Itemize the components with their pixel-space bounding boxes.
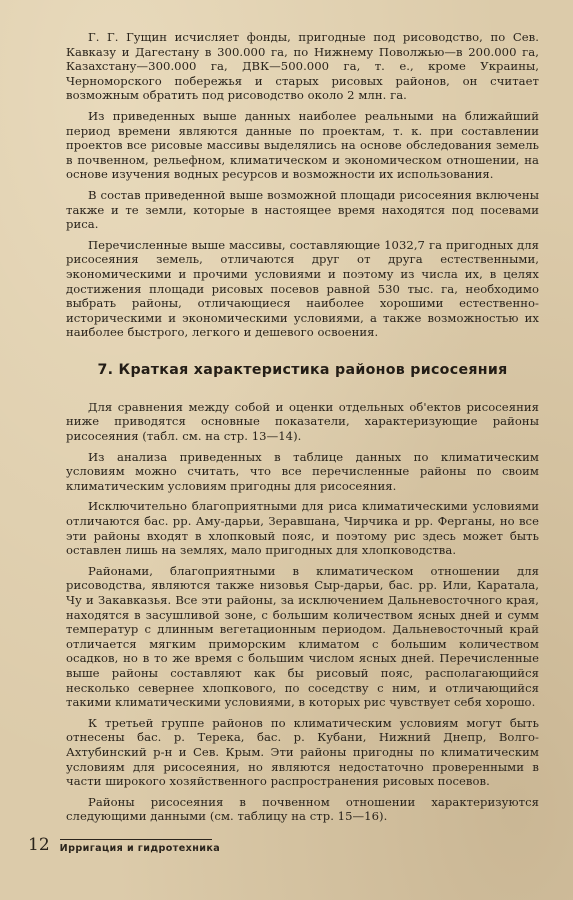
paragraph: Исключительно благоприятными для риса климатическими условиями отличаются бас. рр. Аму-дарьи, Зеравшана, Чирчика и рр. Ферганы, но все эти районы входят в хлопковый пояс, и поэтому рис здесь может быть оставлен лишь на землях, мало пригодных для хлопководства. bbox=[66, 499, 539, 558]
paragraph: Перечисленные выше массивы, составляющие 1032,7 га пригодных для рисосеяния земель, отличаются друг от друга естественными, экономическими и прочими условиями и поэтому из числа их, в целях достижения площади рисовых посевов равной 530 тыс. га, необходимо выбрать районы, отличающиеся наиболее хорошими естественно-историческими и экономическими условиями, а также возможностью их наиболее быстрого, легкого и дешевого освоения. bbox=[66, 237, 539, 340]
paragraph: Г. Г. Гущин исчисляет фонды, пригодные под рисоводство, по Сев. Кавказу и Дагестану в 300.000 га, по Нижнему Поволжью—в 200.000 га, Казахстану—300.000 га, ДВК—500.000 га, т. е., кроме Украины, Черноморского побережья и старых рисовых районов, он считает возможным обратить под рисоводство около 2 млн. га. bbox=[66, 30, 539, 103]
paragraph: В состав приведенной выше возможной площади рисосеяния включены также и те земли, которые в настоящее время находятся под посевами риса. bbox=[66, 187, 539, 232]
bottom-section bbox=[66, 400, 539, 824]
page-number: 12 bbox=[28, 835, 50, 855]
running-title: Ирригация и гидротехника bbox=[59, 843, 221, 854]
page-footer bbox=[28, 836, 220, 854]
paragraph: Из приведенных выше данных наиболее реальными на ближайший период времени являются данные по проектам, т. к. при составлении проектов все рисовые массивы выделялись на основе обследования земель в почвенном, рельефном, климатическом и экономическом отношении, на основе изучения водных ресурсов и возможности их использования. bbox=[66, 108, 539, 182]
paragraph: Районами, благоприятными в климатическом отношении для рисоводства, являются также низовья Сыр-дарьи, бас. рр. Или, Каратала, Чу и Закавказья. Все эти районы, за исключением Дальневосточного края, находятся в засушливой зоне, с большим количеством ясных дней и сумм температур с длинным вегетационным периодом. Дальневосточный край отличается мягким приморским климатом с большим количеством осадков, но в то же время с большим числом ясных дней. Перечисленные выше районы составляют как бы рисовый пояс, располагающийся несколько севернее хлопкового, по соседству с ним, и отличающийся такими климатическими условиями, в которых рис чувствует себя хорошо. bbox=[66, 563, 539, 710]
footer-rule bbox=[60, 839, 212, 841]
paragraph: Для сравнения между собой и оценки отдельных об'ектов рисосеяния ниже приводятся основные показатели, характеризующие районы рисосеяния (табл. см. на стр. 13—14). bbox=[66, 399, 539, 444]
section-heading: 7. Краткая характеристика районов рисосеяния bbox=[97, 361, 508, 378]
paragraph: К третьей группе районов по климатическим условиям могут быть отнесены бас. р. Терека, бас. р. Кубани, Нижний Днепр, Волго-Ахтубинский р-н и Сев. Крым. Эти районы пригодны по климатическим условиям для рисосеяния, но являются недостаточно проверенными в части широкого хозяйственного распространения рисовых посевов. bbox=[66, 715, 539, 789]
footer-running-title-block bbox=[60, 839, 221, 855]
top-section bbox=[66, 30, 539, 340]
paragraph: Из анализа приведенных в таблице данных по климатическим условиям можно считать, что все перечисленные районы по своим климатическим условиям пригодны для рисосеяния. bbox=[66, 449, 539, 493]
paragraph: Районы рисосеяния в почвенном отношении характеризуются следующими данными (см. таблицу на стр. 15—16). bbox=[66, 794, 539, 824]
